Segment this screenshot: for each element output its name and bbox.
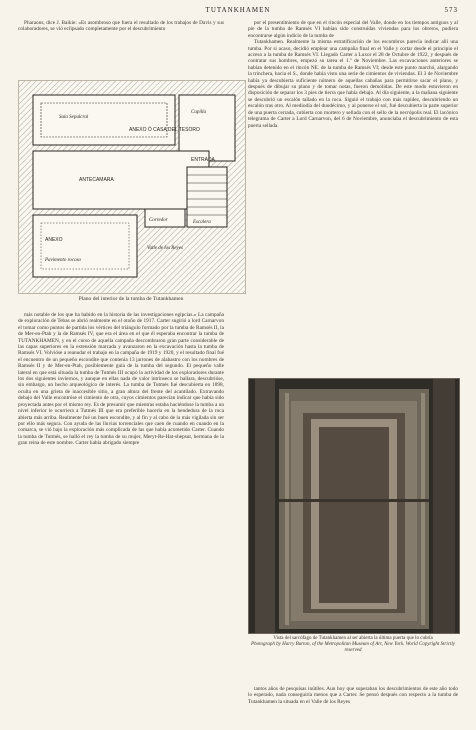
burial-chamber [33, 95, 175, 145]
top-left-text: Pharaons, dice J. Baikie: «Es asombroso que fuera el resultado de los trabajos de Davis y sus colaboradores, se vió eclipsado completamente por el descubrimiento [18, 20, 224, 33]
label-antecamara: ANTECAMARA [79, 177, 114, 183]
label-pavimento: Pavimento rocoso [45, 258, 82, 263]
bottom-right-column [248, 686, 458, 705]
stairway [187, 167, 227, 227]
label-valle: Valle de los Reyes [147, 246, 183, 251]
top-left-paragraph [18, 20, 224, 33]
label-anexo-tesoro: ANEXO Ó CASA DEL TESORO [129, 127, 200, 133]
running-title: TUTANKHAMEN [205, 6, 271, 14]
label-sala-sepulcral: Sala Sepulcral [59, 115, 89, 120]
right-column [248, 20, 458, 129]
label-anexo: ANEXO [45, 237, 63, 243]
label-entrada: ENTRADA [191, 157, 215, 163]
page-header [18, 6, 458, 18]
photo-credit: Photograph by Harry Burton, of the Metropolitan Museum of Art, New York. World Copyright Strictly reserved [251, 642, 455, 654]
right-column-text: Tutankhamen. Realmente la misma estratificación de los escombros parecía indicar allí una tumba. Por si acaso, decidió emplear una campaña final en el Valle y cortar desde el principio el acceso a la tumba de Ramsés VI. Llegado Carter a Luxor el 28 de Octubre de 1922, y después de contratar sus hombres, empezó su tarea el 1.º de Noviembre. Las excavaciones anteriores se habían detenido en el rincón NE. de la tumba de Ramsés VI; desde este punto marchó, alargando la trinchera, hacia el S., donde había visto una serie de cimientos de viviendas. El 3 de Noviembre había ya descubierta suficiente número de aquellas cabañas para permitirse sacar el plano, y después de dibujar su plano y de tomar notas, fueron demolidas. De este modo estuvieron en disposición de separar los 3 pies de tierra que había debajo. Al día siguiente, a la mañana siguiente se descubrió un escalón tallado en la roca. Siguió el trabajo con más rapidez, descubriendo un escalón tras otro. Al mediodía del duodécimo, y al ponerse el sol, fué descubierta la parte superior de una puerta cerrada, cubierta con mortero y sellada con el sello de la necrópolis real. El lacónico telegrama de Carter a Lord Carnarvon, del 6 de Noviembre, anunciaba el descubrimiento de esta puerta sellada. [248, 39, 458, 129]
label-escalera: Escalera [193, 220, 211, 225]
sarcophagus-photo [248, 378, 460, 634]
top-right-text: por el presentimiento de que en el rincón especial del Valle, donde en los tiempos antiguos y al pie de la tumba de Ramsés VI habían sido construídas viviendas para los obreros, pudiera encontrarse algún indicio de la tumba de [248, 20, 458, 39]
label-capilla: Capilla [191, 110, 207, 115]
bottom-right-text: tantos años de pesquisas inútiles. Aun hoy que superaban los descubrimientos de este año todo lo esperado, nada conseguiría menos que a Carter. Se pensó después con respecto a la tumba de Tutankhamen la situada en el Valle de los Reyes [248, 686, 458, 705]
tomb-plan-diagram [18, 80, 246, 294]
annexe [33, 215, 137, 277]
antechamber [33, 151, 209, 209]
photo-caption [248, 636, 458, 655]
plan-caption: Plano del interior de la tumba de Tutankhamen [78, 296, 184, 302]
label-corredor: Corredor [149, 218, 168, 223]
mid-left-text: más notable de los que ha habido en la historia de las investigaciones egipcias.» La campaña de exploración de Tebas se abrió realmente en el otoño de 1917. Carter sugirió a lord Carnarvon el tomar como puntos de partida los vértices del triángulo formado por la tumba de Ramsés II, la de Mer-en-Ptah y la de Ramsés IV, que era el área en el que él esperaba encontrar la tumba de TUTANKHAMEN, y en el curso de aquella campaña descombraron gran parte considerable de las capas superiores en la extensión marcada y avanzaron en la excavación hasta la tumba de Ramsés VI. Volvióse a reanudar el trabajo en la campaña de 1919 y 1920, y el resultado final fué el encuentro de un pequeño escondite que contenía 13 jarrones de alabastro con los nombres de Ramsés II y de Mer-en-Ptah, posiblemente guía de la tumba del segundo. El pequeño valle lateral en que está situada la tumba de Tutmés III ocupó la actividad de los exploradores durante los dos siguientes inviernos, y aunque en ellas nada de valor intrínseco se hallara, descubrióse, sin embargo, un hecho arqueológico de interés. La tumba de Tutmés fué descubierta en 1898, oculta en una grieta de inaccesible sitio, a gran altura del frente del acantilado. Extravando debajo del Valle encontróse el cimiento de otra, cuyos cimientos parecían indicar que había sido proyectada antes por el mismo rey. Es de presumir que mientras estaba haciéndose la tumba a un nivel inferior le ocurriera a Tutmés III que era preferible hacerla en la hendedura de la roca abierta más arriba. Realmente fué un buen escondite, y al fin y al cabo de la más vigilada sin ser por ello más segura. Con ayuda de las lluvias torrenciales que caen de cuando en cuando en la comarca, se vió bajo la exploración más complicada de las que había acometido Carter. Cuando la tumba de Tutmés, se halló el rey la tumba de su mujer, Meryt-Re-Hat-shepsut, hermana de la gran reina de este nombre. Carter había abrigado siempre [18, 312, 224, 447]
mid-left-column [18, 312, 224, 447]
photo-caption-title: Vista del sarcófago de Tutankhamen al ser abierta la última puerta que lo cubría [273, 636, 433, 641]
page-number: 573 [444, 6, 458, 14]
